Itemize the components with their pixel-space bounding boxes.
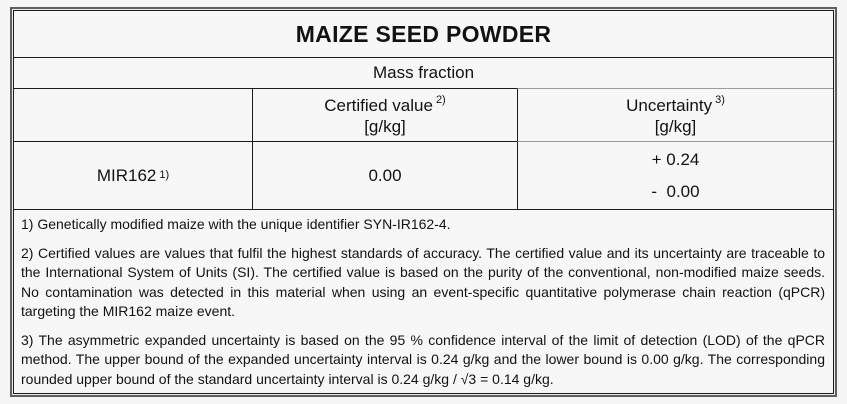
uncertainty-upper-bound: + 0.24 xyxy=(651,150,700,169)
certified-value-cell: 0.00 xyxy=(252,141,517,209)
mass-fraction-subtitle: Mass fraction xyxy=(14,57,833,88)
uncertainty-cell xyxy=(517,141,833,209)
footnotes-section xyxy=(14,209,833,398)
certified-value-header-line xyxy=(324,95,445,116)
header-certified-value xyxy=(252,88,517,141)
footnote-marker-2-icon: 2) xyxy=(435,94,446,107)
material-name-cell: MIR162 $^{1)}$ xyxy=(14,141,252,209)
certificate-table-frame xyxy=(10,7,837,397)
footnote-1: 1) Genetically modified maize with the unique identifier SYN-IR162-4. xyxy=(21,216,451,232)
certified-value-label: Certified value xyxy=(324,96,433,115)
uncertainty-header-line xyxy=(626,95,725,116)
material-name: MIR162 xyxy=(96,165,157,185)
uncertainty-lower-bound: - 0.00 xyxy=(651,182,700,201)
footnote-marker-3-icon: 3) xyxy=(715,94,725,107)
header-uncertainty xyxy=(517,88,833,141)
uncertainty-label: Uncertainty xyxy=(626,96,713,115)
product-title: MAIZE SEED POWDER xyxy=(295,20,552,47)
uncertainty-values xyxy=(651,151,699,200)
uncertainty-unit: [g/kg] xyxy=(654,117,697,136)
certified-value-unit: [g/kg] xyxy=(364,117,406,136)
footnote-2: 2) Certified values are values that fulfil the highest standards of accuracy. The certified value and its uncertainty are traceable to the International System of Units (SI). The certified value is based on the purity of the conventional, non-modified maize seeds. No contamination was detected in this material when using an event-specific quantitative polymerase chain reaction (qPCR) targeting the MIR162 maize event. xyxy=(21,244,825,319)
header-empty-cell xyxy=(14,88,252,141)
certificate-table xyxy=(13,10,834,394)
footnote-3: 3) The asymmetric expanded uncertainty is based on the 95 % confidence interval of the limit of detection (LOD) of the qPCR method. The upper bound of the expanded uncertainty interval is 0.24 g/kg and the lower bound is 0.00 g/kg. The corresponding rounded upper bound of the standard uncertainty interval is 0.24 g/kg / √3 = 0.14 g/kg. xyxy=(21,331,825,387)
